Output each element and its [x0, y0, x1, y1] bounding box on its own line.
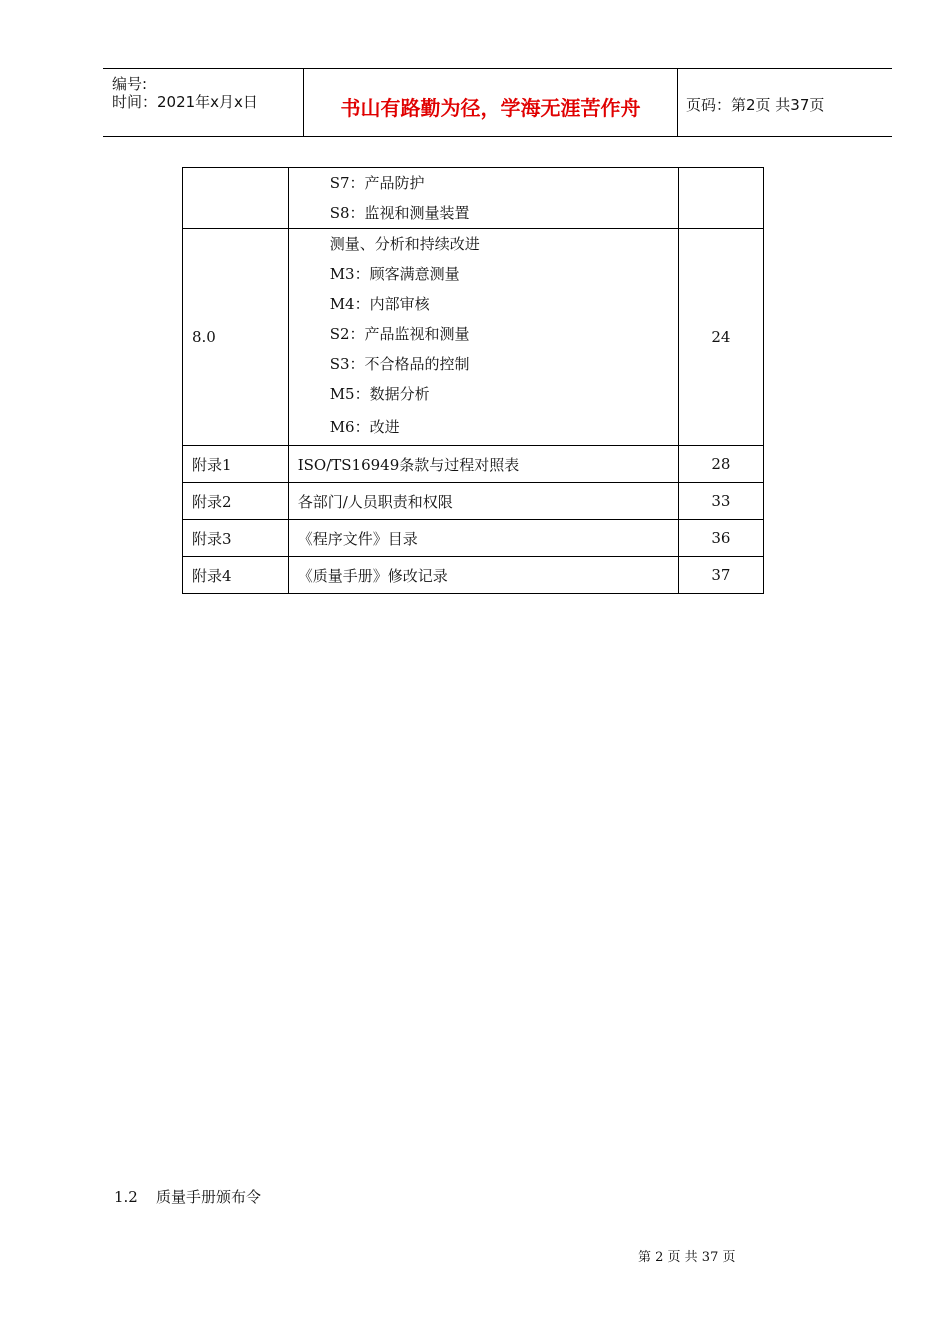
toc-page: 28	[678, 446, 763, 483]
toc-page	[678, 168, 763, 229]
toc-item: S3：不合格品的控制	[329, 355, 470, 373]
toc-chapter	[183, 168, 289, 229]
toc-item: 各部门/人员职责和权限	[288, 483, 678, 520]
section-heading	[114, 1186, 261, 1207]
table-row	[183, 483, 764, 520]
toc-item: M5：数据分析	[329, 385, 430, 403]
date-label: 时间：2021年x月x日	[112, 93, 258, 111]
toc-chapter: 附录1	[183, 446, 289, 483]
header-motto: 书山有路勤为径，学海无涯苦作舟	[340, 96, 641, 120]
toc-chapter: 附录4	[183, 557, 289, 594]
toc-item: M6：改进	[329, 418, 400, 436]
toc-items	[288, 168, 678, 229]
toc-item: 《程序文件》目录	[288, 520, 678, 557]
toc-item: 测量、分析和持续改进	[329, 235, 480, 253]
toc-item: M4：内部审核	[329, 295, 430, 313]
toc-item: M3：顾客满意测量	[329, 265, 460, 283]
page-footer: 第 2 页 共 37 页	[638, 1250, 736, 1265]
toc-page: 33	[678, 483, 763, 520]
table-row	[183, 168, 764, 229]
toc-item: ISO/TS16949条款与过程对照表	[288, 446, 678, 483]
toc-page: 24	[678, 229, 763, 446]
number-label: 编号:	[112, 75, 148, 93]
header-motto-cell	[304, 69, 678, 136]
toc-item: S7：产品防护	[329, 174, 425, 192]
page-header	[103, 68, 892, 137]
header-right-cell	[678, 69, 892, 136]
table-row	[183, 229, 764, 446]
toc-chapter: 附录3	[183, 520, 289, 557]
table-row	[183, 557, 764, 594]
toc-page: 36	[678, 520, 763, 557]
toc-table	[182, 167, 764, 594]
table-row	[183, 520, 764, 557]
toc-chapter: 8.0	[183, 229, 289, 446]
header-left-cell	[103, 69, 304, 136]
table-row	[183, 446, 764, 483]
header-page-info: 页码：第2页 共37页	[686, 96, 825, 114]
toc-items	[288, 229, 678, 446]
section-number: 1.2	[114, 1188, 138, 1206]
toc-chapter: 附录2	[183, 483, 289, 520]
toc-item: S2：产品监视和测量	[329, 325, 470, 343]
toc-item: 《质量手册》修改记录	[288, 557, 678, 594]
toc-page: 37	[678, 557, 763, 594]
section-title: 质量手册颁布令	[156, 1188, 262, 1206]
toc-item: S8：监视和测量装置	[329, 204, 470, 222]
